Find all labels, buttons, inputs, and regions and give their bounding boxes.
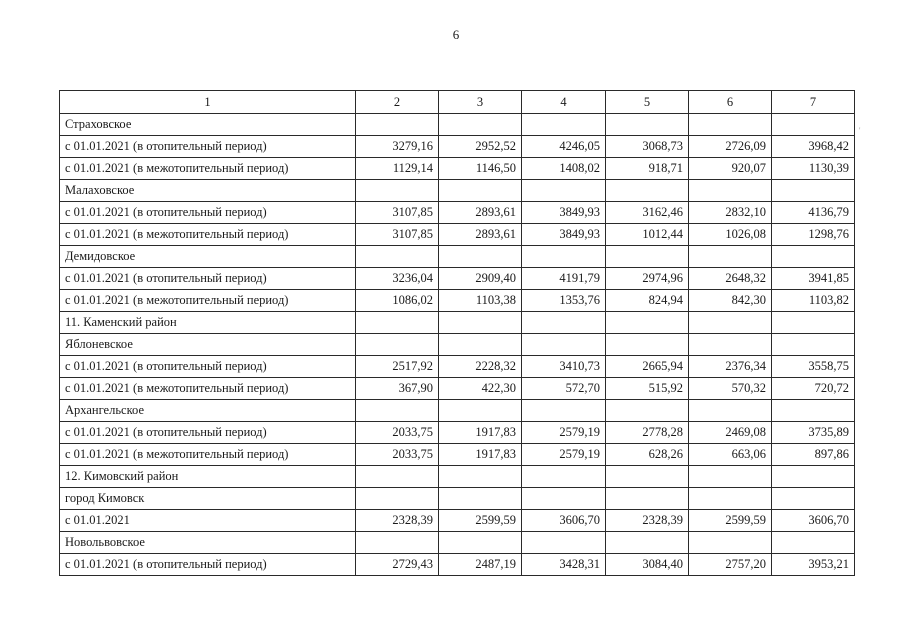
empty-cell [606, 180, 689, 202]
empty-cell [439, 488, 522, 510]
empty-cell [356, 114, 439, 136]
value-cell: 2726,09 [689, 136, 772, 158]
row-label: с 01.01.2021 (в отопительный период) [60, 422, 356, 444]
value-cell: 3849,93 [522, 202, 606, 224]
empty-cell [606, 114, 689, 136]
value-cell: 1353,76 [522, 290, 606, 312]
table-row [60, 290, 855, 312]
group-row [60, 488, 855, 510]
empty-cell [689, 466, 772, 488]
empty-cell [689, 246, 772, 268]
empty-cell [689, 180, 772, 202]
row-label: с 01.01.2021 (в отопительный период) [60, 554, 356, 576]
value-cell: 2952,52 [439, 136, 522, 158]
value-cell: 2228,32 [439, 356, 522, 378]
empty-cell [356, 246, 439, 268]
value-cell: 422,30 [439, 378, 522, 400]
value-cell: 3606,70 [522, 510, 606, 532]
empty-cell [772, 312, 855, 334]
table-row [60, 356, 855, 378]
column-header: 3 [439, 91, 522, 114]
value-cell: 1012,44 [606, 224, 689, 246]
row-label: с 01.01.2021 (в межотопительный период) [60, 158, 356, 180]
group-row [60, 114, 855, 136]
table-row [60, 378, 855, 400]
value-cell: 3084,40 [606, 554, 689, 576]
column-header: 1 [60, 91, 356, 114]
value-cell: 920,07 [689, 158, 772, 180]
group-label: город Кимовск [60, 488, 356, 510]
group-row [60, 246, 855, 268]
empty-cell [356, 466, 439, 488]
value-cell: 3606,70 [772, 510, 855, 532]
value-cell: 570,32 [689, 378, 772, 400]
table-header-row [60, 91, 855, 114]
value-cell: 2729,43 [356, 554, 439, 576]
row-label: с 01.01.2021 (в отопительный период) [60, 202, 356, 224]
value-cell: 2648,32 [689, 268, 772, 290]
empty-cell [522, 466, 606, 488]
table-row [60, 422, 855, 444]
value-cell: 2893,61 [439, 202, 522, 224]
value-cell: 2757,20 [689, 554, 772, 576]
empty-cell [439, 532, 522, 554]
value-cell: 2487,19 [439, 554, 522, 576]
value-cell: 1086,02 [356, 290, 439, 312]
group-label: 12. Кимовский район [60, 466, 356, 488]
group-row [60, 334, 855, 356]
group-row [60, 400, 855, 422]
empty-cell [522, 312, 606, 334]
empty-cell [772, 246, 855, 268]
value-cell: 824,94 [606, 290, 689, 312]
empty-cell [439, 312, 522, 334]
group-row [60, 532, 855, 554]
empty-cell [439, 466, 522, 488]
group-label: Малаховское [60, 180, 356, 202]
value-cell: 2517,92 [356, 356, 439, 378]
value-cell: 2599,59 [689, 510, 772, 532]
value-cell: 1408,02 [522, 158, 606, 180]
empty-cell [689, 532, 772, 554]
table-body [60, 114, 855, 576]
value-cell: 4191,79 [522, 268, 606, 290]
group-label: Архангельское [60, 400, 356, 422]
empty-cell [772, 114, 855, 136]
empty-cell [772, 180, 855, 202]
empty-cell [439, 180, 522, 202]
value-cell: 1103,38 [439, 290, 522, 312]
value-cell: 3849,93 [522, 224, 606, 246]
table-row [60, 444, 855, 466]
column-header: 4 [522, 91, 606, 114]
value-cell: 3068,73 [606, 136, 689, 158]
value-cell: 3107,85 [356, 224, 439, 246]
value-cell: 4246,05 [522, 136, 606, 158]
value-cell: 2832,10 [689, 202, 772, 224]
value-cell: 3236,04 [356, 268, 439, 290]
table-row [60, 510, 855, 532]
table-row [60, 202, 855, 224]
empty-cell [606, 400, 689, 422]
value-cell: 4136,79 [772, 202, 855, 224]
empty-cell [689, 312, 772, 334]
empty-cell [522, 488, 606, 510]
value-cell: 897,86 [772, 444, 855, 466]
group-row [60, 312, 855, 334]
value-cell: 2328,39 [356, 510, 439, 532]
tariff-table [59, 90, 855, 576]
value-cell: 1130,39 [772, 158, 855, 180]
column-header: 2 [356, 91, 439, 114]
value-cell: 3107,85 [356, 202, 439, 224]
row-label: с 01.01.2021 (в межотопительный период) [60, 444, 356, 466]
empty-cell [439, 334, 522, 356]
table-row [60, 554, 855, 576]
value-cell: 1026,08 [689, 224, 772, 246]
value-cell: 3968,42 [772, 136, 855, 158]
value-cell: 720,72 [772, 378, 855, 400]
empty-cell [772, 488, 855, 510]
empty-cell [689, 400, 772, 422]
empty-cell [772, 532, 855, 554]
value-cell: 3162,46 [606, 202, 689, 224]
value-cell: 1917,83 [439, 444, 522, 466]
value-cell: 2376,34 [689, 356, 772, 378]
value-cell: 2909,40 [439, 268, 522, 290]
value-cell: 3558,75 [772, 356, 855, 378]
empty-cell [772, 400, 855, 422]
empty-cell [522, 532, 606, 554]
empty-cell [356, 312, 439, 334]
row-label: с 01.01.2021 (в межотопительный период) [60, 224, 356, 246]
value-cell: 2033,75 [356, 444, 439, 466]
value-cell: 515,92 [606, 378, 689, 400]
group-label: 11. Каменский район [60, 312, 356, 334]
value-cell: 628,26 [606, 444, 689, 466]
row-label: с 01.01.2021 [60, 510, 356, 532]
empty-cell [356, 334, 439, 356]
group-row [60, 180, 855, 202]
empty-cell [439, 400, 522, 422]
empty-cell [606, 532, 689, 554]
value-cell: 3279,16 [356, 136, 439, 158]
value-cell: 1146,50 [439, 158, 522, 180]
empty-cell [522, 180, 606, 202]
empty-cell [772, 334, 855, 356]
group-label: Яблоневское [60, 334, 356, 356]
value-cell: 367,90 [356, 378, 439, 400]
table-row [60, 268, 855, 290]
empty-cell [606, 466, 689, 488]
value-cell: 2033,75 [356, 422, 439, 444]
empty-cell [522, 246, 606, 268]
value-cell: 3953,21 [772, 554, 855, 576]
empty-cell [522, 334, 606, 356]
empty-cell [522, 114, 606, 136]
value-cell: 1129,14 [356, 158, 439, 180]
table-row [60, 136, 855, 158]
value-cell: 2579,19 [522, 422, 606, 444]
value-cell: 842,30 [689, 290, 772, 312]
column-header: 6 [689, 91, 772, 114]
empty-cell [606, 246, 689, 268]
table-row [60, 224, 855, 246]
empty-cell [522, 400, 606, 422]
row-label: с 01.01.2021 (в отопительный период) [60, 136, 356, 158]
value-cell: 918,71 [606, 158, 689, 180]
empty-cell [356, 532, 439, 554]
group-label: Новольвовское [60, 532, 356, 554]
value-cell: 1298,76 [772, 224, 855, 246]
empty-cell [356, 400, 439, 422]
empty-cell [606, 312, 689, 334]
table-row [60, 158, 855, 180]
column-header: 7 [772, 91, 855, 114]
column-header: 5 [606, 91, 689, 114]
empty-cell [439, 114, 522, 136]
value-cell: 3735,89 [772, 422, 855, 444]
value-cell: 3941,85 [772, 268, 855, 290]
value-cell: 2579,19 [522, 444, 606, 466]
value-cell: 2974,96 [606, 268, 689, 290]
row-label: с 01.01.2021 (в отопительный период) [60, 268, 356, 290]
empty-cell [772, 466, 855, 488]
empty-cell [689, 334, 772, 356]
value-cell: 572,70 [522, 378, 606, 400]
empty-cell [439, 246, 522, 268]
empty-cell [356, 180, 439, 202]
empty-cell [606, 334, 689, 356]
value-cell: 2599,59 [439, 510, 522, 532]
value-cell: 2328,39 [606, 510, 689, 532]
row-label: с 01.01.2021 (в межотопительный период) [60, 290, 356, 312]
value-cell: 1917,83 [439, 422, 522, 444]
empty-cell [689, 488, 772, 510]
value-cell: 2893,61 [439, 224, 522, 246]
value-cell: 2778,28 [606, 422, 689, 444]
value-cell: 2469,08 [689, 422, 772, 444]
value-cell: 1103,82 [772, 290, 855, 312]
scan-mark: ' [859, 126, 861, 135]
group-label: Демидовское [60, 246, 356, 268]
value-cell: 663,06 [689, 444, 772, 466]
page-number: 6 [452, 27, 460, 42]
group-row [60, 466, 855, 488]
row-label: с 01.01.2021 (в межотопительный период) [60, 378, 356, 400]
empty-cell [356, 488, 439, 510]
value-cell: 2665,94 [606, 356, 689, 378]
value-cell: 3410,73 [522, 356, 606, 378]
empty-cell [689, 114, 772, 136]
group-label: Страховское [60, 114, 356, 136]
row-label: с 01.01.2021 (в отопительный период) [60, 356, 356, 378]
value-cell: 3428,31 [522, 554, 606, 576]
empty-cell [606, 488, 689, 510]
